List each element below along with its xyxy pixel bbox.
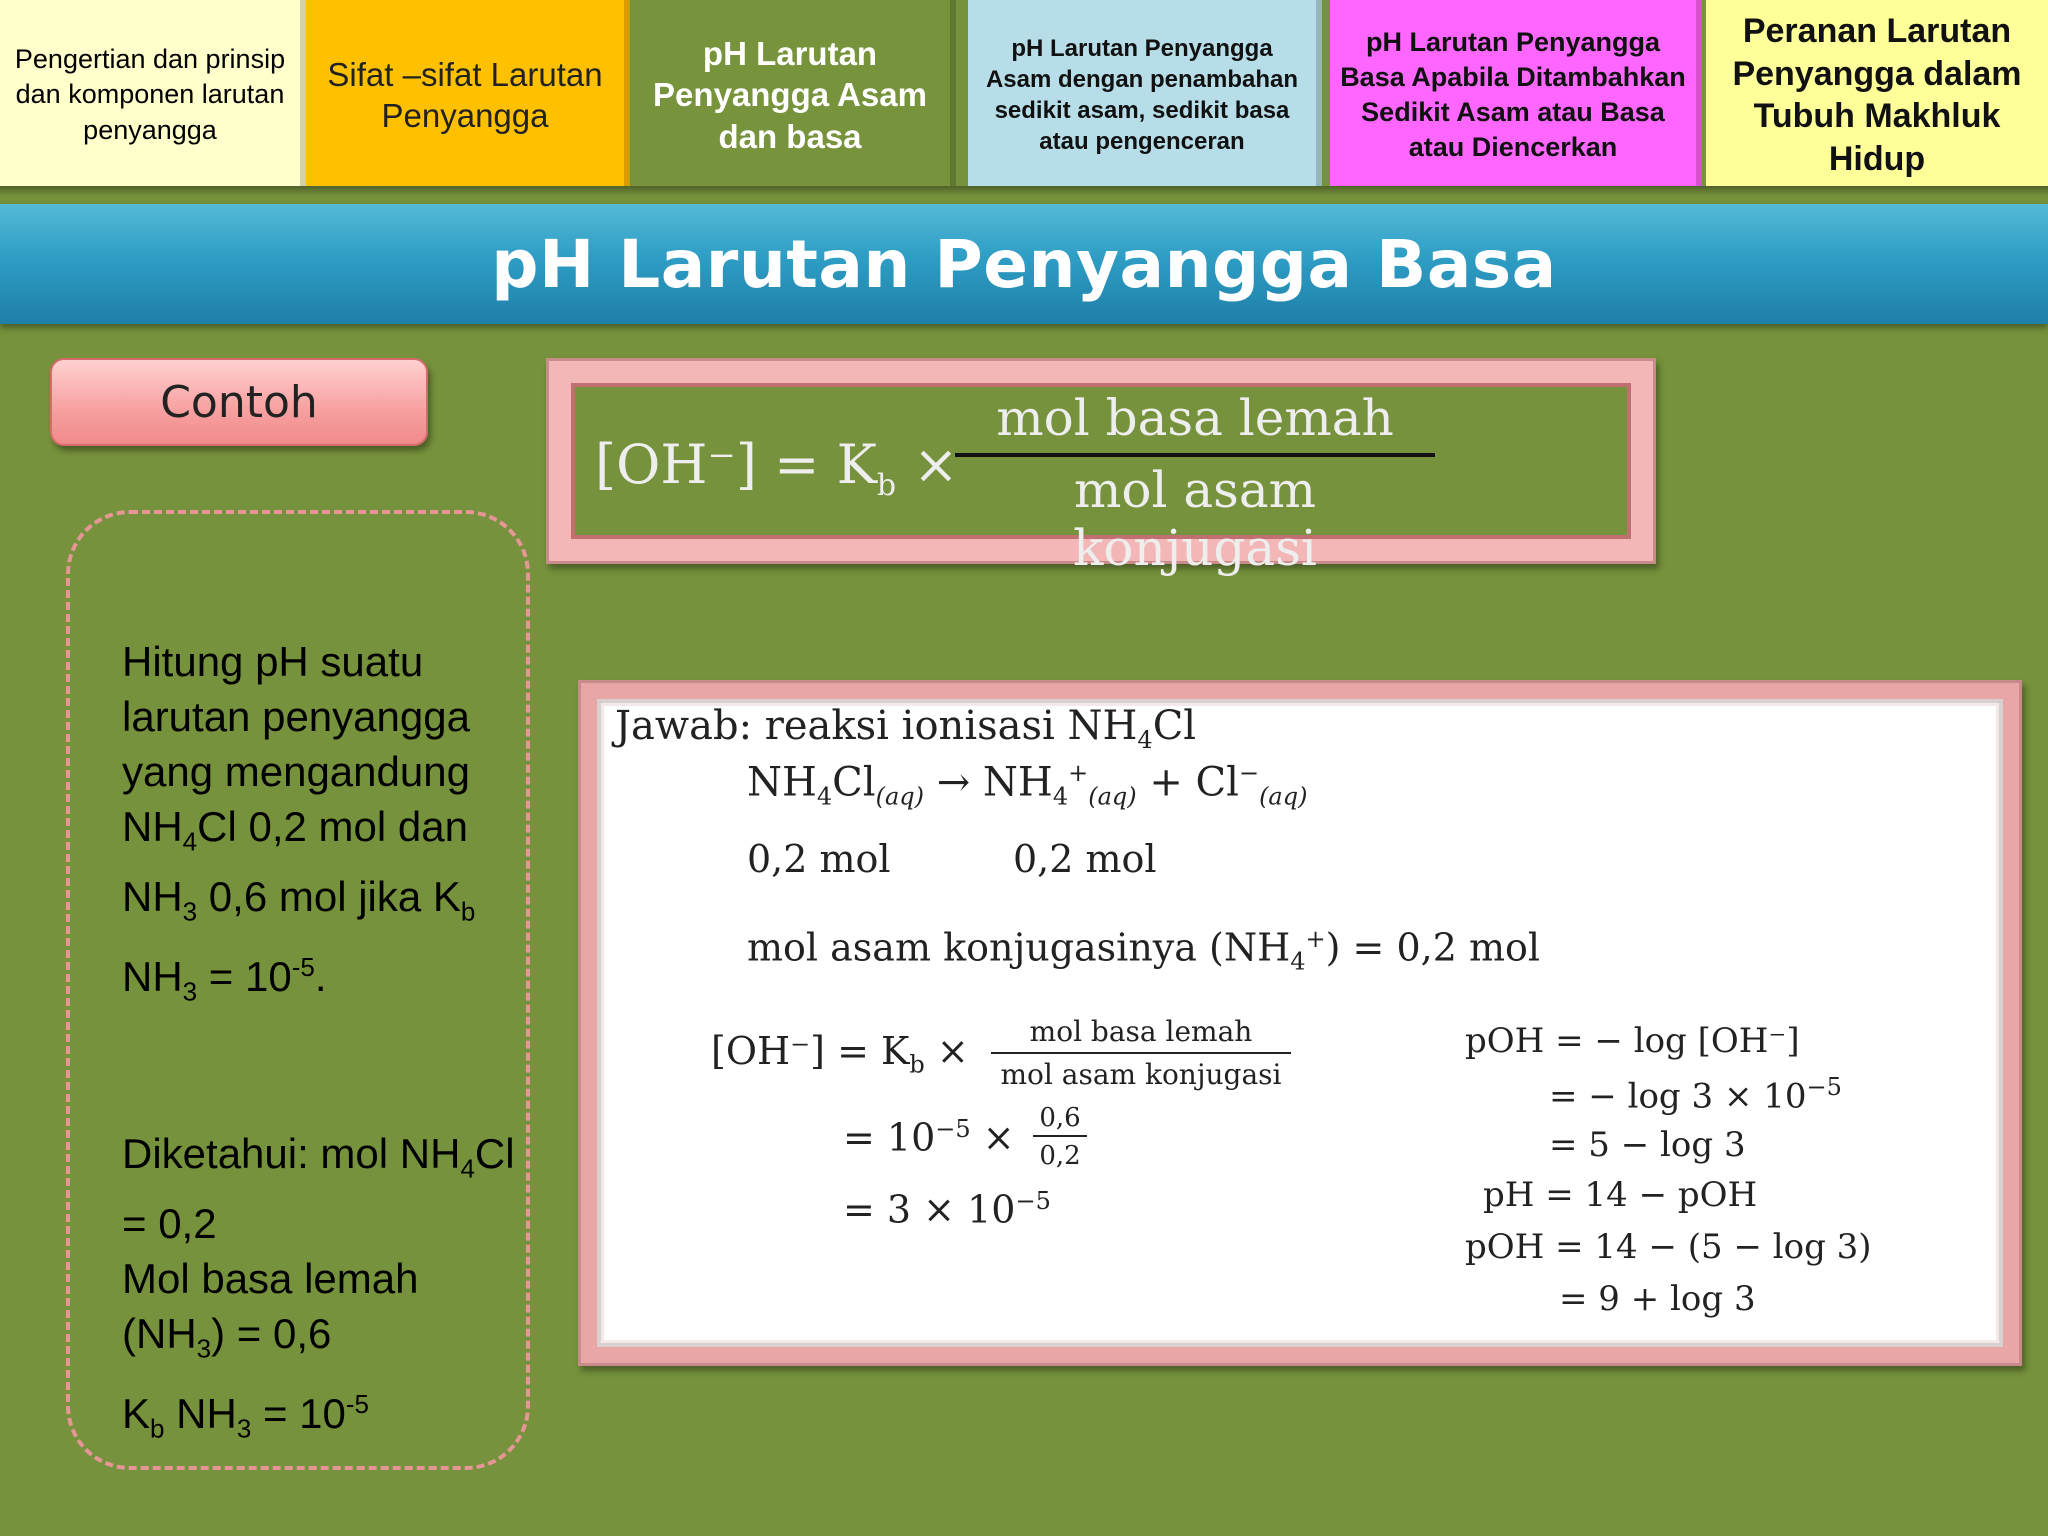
tab-label: Peranan Larutan Penyangga dalam Tubuh Makhluk Hidup <box>1732 12 2022 178</box>
poh-line3: = 5 − log 3 <box>1549 1125 1746 1165</box>
a-part: Cl <box>1152 703 1197 749</box>
q-part: Cl 0,2 mol dan NH <box>122 803 468 921</box>
a-sub: 4 <box>1052 782 1069 811</box>
tab-label: pH Larutan Penyangga Asam dan basa <box>653 35 927 155</box>
a-part: = 3 × 10 <box>843 1187 1016 1232</box>
poh-line5: = 9 + log 3 <box>1559 1279 1756 1319</box>
q-sub: 4 <box>182 826 198 857</box>
a-sub: 4 <box>1137 726 1153 754</box>
title-bar <box>0 204 2048 324</box>
a-part: [OH⁻] = K <box>711 1029 910 1073</box>
known-line <box>122 1251 522 1376</box>
formula-box <box>546 358 1656 577</box>
konjugasi-line <box>747 925 1540 975</box>
a-part: mol asam konjugasinya (NH <box>747 925 1291 970</box>
tab-sifat[interactable] <box>306 0 630 190</box>
page-title: pH Larutan Penyangga Basa <box>491 225 1557 303</box>
top-nav-tabs <box>0 0 2048 190</box>
a-aq: (aq) <box>875 782 924 811</box>
a-sup: −5 <box>1015 1187 1051 1215</box>
poh-line4: pOH = 14 − (5 − log 3) <box>1465 1227 1872 1267</box>
k-sub: 3 <box>236 1413 252 1444</box>
k-sup: -5 <box>345 1388 370 1419</box>
k-part: ) = 0,6 <box>211 1310 332 1358</box>
a-part: = − log 3 × 10 <box>1549 1076 1807 1117</box>
a-part: ) = 0,2 mol <box>1325 925 1541 970</box>
k-part: NH <box>164 1389 237 1437</box>
a-part: × <box>970 1115 1015 1160</box>
a-part: → NH <box>923 759 1053 806</box>
tab-pengertian[interactable] <box>0 0 306 190</box>
a-part: Jawab: reaksi ionisasi NH <box>615 703 1138 749</box>
k-part: Mol basa lemah (NH <box>122 1255 419 1358</box>
oh-fraction <box>991 1015 1291 1091</box>
tab-ph-asam-penambahan[interactable] <box>968 0 1322 190</box>
k-part: Diketahui: mol NH <box>122 1130 461 1177</box>
a-sup: −5 <box>1806 1073 1842 1101</box>
tab-label: Pengertian dan prinsip dan komponen larutan penyangga <box>14 44 286 145</box>
a-aq: (aq) <box>1088 782 1137 811</box>
a-part: + Cl <box>1136 759 1239 806</box>
k-part: = 10 <box>251 1389 346 1437</box>
q-sup: -5 <box>291 951 315 982</box>
k-sub: 3 <box>196 1333 212 1364</box>
mol-nh4: 0,2 mol <box>1013 837 1157 881</box>
formula-lhs-text: [OH⁻] = K <box>595 433 877 496</box>
a-sub: 4 <box>1290 947 1306 976</box>
ratio-numerator: 0,6 <box>1033 1103 1087 1137</box>
tabs-shadow <box>0 186 2048 196</box>
tab-label: pH Larutan Penyangga Asam dengan penambahan sedikit asam, sedikit basa atau pengenceran <box>985 34 1299 156</box>
a-sup: + <box>1068 759 1089 787</box>
poh-line2 <box>1549 1073 1842 1116</box>
poh-line1: pOH = − log [OH⁻] <box>1465 1021 1800 1061</box>
a-sub: 4 <box>816 782 833 811</box>
formula-panel <box>571 383 1631 577</box>
a-sup: + <box>1305 925 1326 953</box>
tab-label: Sifat –sifat Larutan Penyangga <box>327 55 603 134</box>
a-sup: − <box>1238 759 1260 787</box>
q-part: 0,6 mol jika K <box>197 873 461 921</box>
a-part: × <box>924 1029 969 1073</box>
formula-numerator: mol basa lemah <box>955 389 1435 457</box>
k-sub: 4 <box>460 1153 475 1184</box>
oh-step1 <box>843 1115 1015 1160</box>
ph-line: pH = 14 − pOH <box>1483 1175 1758 1215</box>
q-part: = 10 <box>197 952 292 1000</box>
ratio-fraction <box>1033 1103 1087 1171</box>
reaction-equation <box>747 759 1307 810</box>
k-part: K <box>122 1389 151 1437</box>
tab-peranan[interactable] <box>1706 0 2048 190</box>
a-part: = 10 <box>843 1115 936 1160</box>
answer-heading <box>615 703 1196 754</box>
oh-fraction-denominator: mol asam konjugasi <box>1000 1058 1282 1091</box>
a-part: NH <box>747 759 817 806</box>
oh-fraction-numerator: mol basa lemah <box>991 1015 1291 1054</box>
question-text <box>122 634 522 1019</box>
q-sub: b <box>460 896 476 927</box>
a-aq: (aq) <box>1259 782 1308 811</box>
q-sub: 3 <box>182 896 198 927</box>
q-sub: 3 <box>182 976 198 1007</box>
tab-divider <box>1322 0 1330 190</box>
a-sup: −5 <box>935 1115 971 1143</box>
answer-box <box>578 680 2022 1366</box>
contoh-button[interactable] <box>50 358 428 446</box>
oh-formula <box>711 1029 969 1079</box>
q-part: . <box>314 952 327 1000</box>
formula-lhs-sub: b <box>876 467 897 503</box>
a-part: Cl <box>832 759 876 806</box>
q-part: NH <box>122 952 183 1000</box>
formula-lhs <box>595 433 959 503</box>
q-part: Hitung pH suatu larutan penyangga yang mengandung NH <box>122 638 470 850</box>
answer-panel <box>597 699 2003 1347</box>
formula-times: × <box>896 433 959 496</box>
mol-nh4cl: 0,2 mol <box>747 837 891 881</box>
formula-fraction <box>955 389 1435 577</box>
k-sub: b <box>150 1413 165 1444</box>
tab-label: pH Larutan Penyangga Basa Apabila Ditambahkan Sedikit Asam atau Basa atau Diencerkan <box>1340 26 1686 163</box>
tab-ph-basa-penambahan[interactable] <box>1330 0 1702 190</box>
known-values <box>122 1126 522 1456</box>
ratio-denominator: 0,2 <box>1039 1141 1081 1171</box>
k-part: Cl = 0,2 <box>122 1130 515 1248</box>
oh-step2 <box>843 1187 1051 1232</box>
contoh-button-label: Contoh <box>160 376 318 428</box>
known-line <box>122 1126 522 1251</box>
formula-denominator: mol asam konjugasi <box>1073 461 1317 577</box>
tab-ph-asam-basa[interactable] <box>630 0 956 190</box>
known-line <box>122 1377 522 1456</box>
a-sub: b <box>909 1050 925 1079</box>
tab-divider <box>956 0 968 190</box>
